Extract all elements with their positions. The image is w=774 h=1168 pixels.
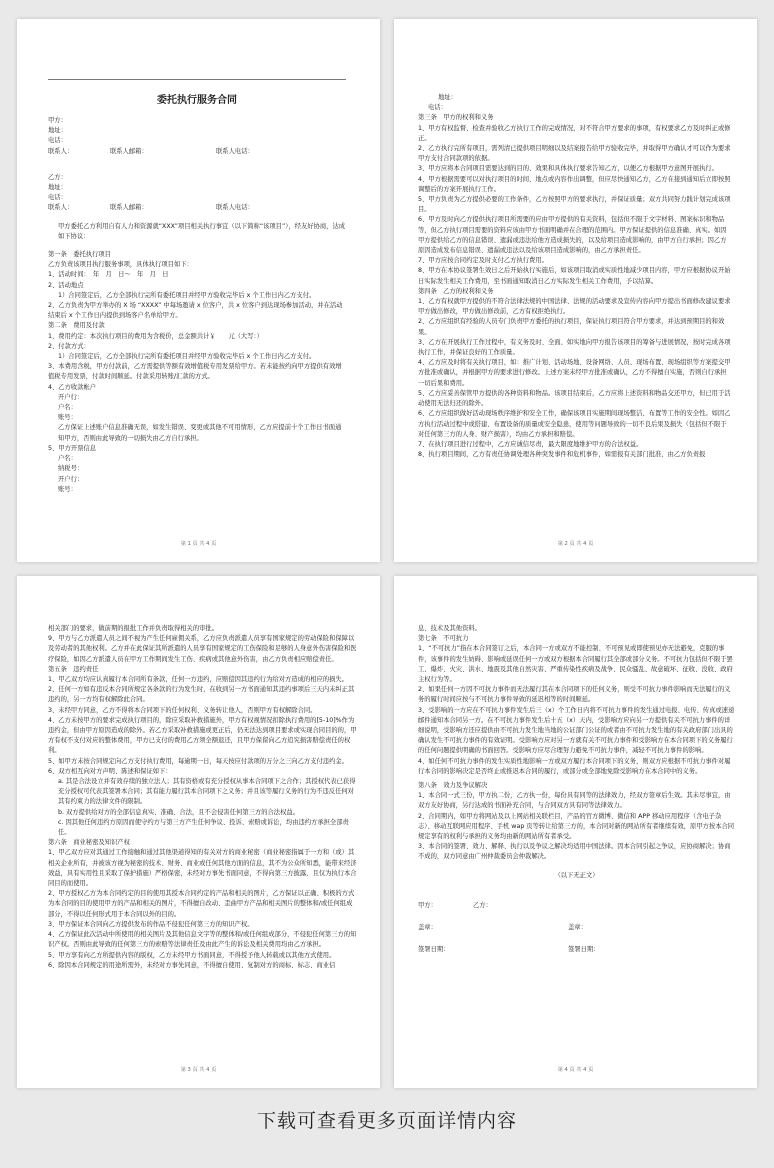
party-b-contact-phone: 联系人电话： [216,204,254,212]
party-b-contact-email: 联系人邮箱： [110,204,148,212]
party-b-phone: 电话： [48,194,67,202]
party-a-contact-row [48,147,346,157]
party-a-name: 甲方： [48,117,67,124]
body-line: b. 双方提供给对方的全部信息真实、准确、合法，且不会侵害任何第三方的合法权益。 [58,808,299,816]
body-line: 2、合同期内，如甲方将网站及以上网站相关联栏目，产品的官方微博、微信和 APP 移动应用程序（含电子杂志）、移动互联网应用程序、手机 wap 页等转让给第三方的，本合同对新的网站所有者继续有效，原甲方按本合同规定享有的权利与承担的义务均由新的网站所有者承受。 [418,812,735,841]
body-line: 乙方负责该项目执行服务事项，具体执行项目如下： [48,261,193,269]
body-line: 4、如任何不可抗力事件的发生实质性地影响一方或双方履行本合同项下的义务，则双方应根据不可抗力事件对履行本合同的影响决定是否终止或推迟本合同的履行，或部分或全部地免除受影响方在本合同中的义务。 [418,757,731,775]
body-line: 2、付款方式： [48,342,90,350]
body-line: 3、本费用含税，甲方付款前，乙方需提供等额有效增值税专用发票给甲方。若未能按约向甲方提供有效增值税专用发票，付款时间顺延。付款采用转账/汇款的方式。 [48,363,342,381]
body-line: 户名： [58,404,77,412]
body-line: 1、甲方有权监督、检查并验收乙方执行工作的完成情况，对不符合甲方要求的事项，有权要求乙方及时纠正或修正。 [418,124,731,142]
body-line: 7、在执行项目进行过程中，乙方应诚信尽责，最大限度地维护甲方的合法权益。 [418,440,643,448]
body-line: 2、乙方执行完所有项目，需列清已提供项目明细以及结案报告给甲方验收完毕，并取得甲方确认才可以作为要求甲方支付合同款项的依据。 [418,145,731,163]
body-line: 5、甲方享有向乙方所提供内容的版权，乙方未经甲方书面同意，不得授予他人转载或以其他方式使用。 [48,951,336,959]
body-line: 4、乙方应及时将有关执行项目，如：推广计划、活动场地、设备网络、人员、现场布置、现场组织等方案提交甲方批准或确认，并根据甲方的要求进行修改。上述方案未经甲方批准或确认，乙方不得擅自实施，否则自行承担一切后果和费用。 [418,359,731,387]
date-party-a: 签署日期： [418,946,450,954]
body-line: 地址： [438,94,457,101]
body-line: 1、甲乙双方均应认真履行本合同所有条款，任何一方违约，应赔偿因其违约行为给对方造成的相应的损失。 [48,676,348,684]
party-b-block [48,173,346,214]
body-line: 4、乙方收款帐户 [48,383,97,391]
body-line: 账号： [58,485,77,493]
body-line: 电话： [428,104,447,112]
page-footer: 第 2 页 共 4 页 [557,541,594,547]
end-of-text-note: （以下无正文） [554,871,599,879]
body-line: 1、“不可抗力”指在本合同签订之后，本合同一方或双方不能控制、不可预见或即使预见亦无法避免，克服的事件，该事件的发生妨碍、影响或延误任何一方或双方根据本合同履行其全部或部分义务。不可抗力包括但不限于罢工、爆炸、火灾、洪水、地震及其他自然灾害、严重传染性疾病及战争、民众骚乱、故意破坏、征收、没收、政府主权行为等。 [418,645,733,684]
signature-row-date [418,945,735,955]
party-b-contact: 联系人： [48,204,74,212]
body-line: 6、甲方及时向乙方提供执行项目所需要的应由甲方提供的有关资料，包括但不限于文字材料、图案标识和物品等，但乙方执行项目需要的资料应该由甲方书面明确并在合理的范围内。甲方保证提供的信息准确、真实。如因甲方提供给乙方的信息错误、遗漏或违法给他方造成损失的，以及给项目造成影响的，由甲方自行承担；因乙方原因造成发布信息错误、遗漏或违法以及给该项目造成影响的，由乙方承担责任。 [418,216,727,255]
body-line: 8、甲方在本协议签署生效日之后开始执行实施后，如该项目取消或实质性地减少项目内容，甲方应根据协议开始日实际发生相关工作费用，至书面通知取消日乙方实际发生相关工作费用，予以结算。 [418,267,731,285]
body-line: 4、甲方根据需要可以对执行项目的时间、地点或内容作出调整，但应尽快通知乙方，乙方在接到通知后立即按照调整后的方案开展执行工作。 [418,175,731,193]
body-line: 相关部门的要求，做前期的报批工作并负责取得相关的审批。 [48,625,219,632]
body-line: 3、本合同的签署、效力、解释、执行以及争议之解决均适用中国法律。因本合同引起之争议，应协商解决；协商不成的，双方同意由广州仲裁委员会仲裁解决。 [418,843,731,861]
party-b-contact-row [48,203,346,213]
signature-row-party [418,901,735,911]
body-line: 5、乙方应妥善保管甲方提供的各种资料和物品。该项目结束后，乙方应将上述资料和物品交还甲方，但已用于活动使用无法归还的除外。 [418,389,731,408]
body-line: 6、乙方应组织做好活动现场秩序维护和安全工作，确保该项目实施期间现场整洁、布置等工作的安全性。如因乙方执行活动过程中或搭建、布置设备的质量或安全隐患，使用等问题导致的一切不良后果及损失（包括但不限于对任何第三方的人身、财产损害），均由乙方承担和赔偿。 [418,410,731,438]
body-line: 3、未经甲方同意，乙方不得将本合同项下的任何权利、义务转让他人，否则甲方有权解除合同。 [48,706,317,714]
section-heading: 第二条 费用及付款 [48,322,105,330]
sign-party-a: 甲方： [418,901,437,909]
section-heading: 第一条 委托执行项目 [48,251,111,259]
body-line: 6、双方相互向对方声明、陈述和保证如下： [48,767,172,775]
signature-row-seal [418,923,735,933]
body-line: 2、任何一方如有违反本合同所规定各条款的行为发生时，在收到另一方书面通知其违约事项后三天内未纠正其违约的，另一方均有权解除此合同。 [48,686,355,704]
section-heading: 第三条 甲方的权利和义务 [418,114,494,122]
party-a-contact-email: 联系人邮箱： [110,147,148,155]
seal-party-a: 盖章： [418,924,437,932]
party-a-block [48,116,346,157]
body-line: c. 因其他任何违约方原因而使守约方与第三方产生任何争议、投诉、索赔或诉讼，均由违约方承担全部责任。 [58,818,349,837]
date-party-b: 签署日期： [568,946,600,954]
page4-body [418,624,735,863]
top-rule [48,79,346,80]
body-line: 3、甲方保证本合同向乙方提供发布的作品不侵犯任何第三方的知识产权。 [48,920,254,928]
body-line: 3、乙方在开展执行工作过程中，有义务及时、全面、如实地向甲方报告该项目的筹备与进展情况，按时完成各项执行工作，并保证良好的工作质量。 [418,338,731,357]
body-line: 账号： [58,414,77,422]
body-line: 3、受影响的一方应在不可抗力事件发生后三（x）个工作日内将不可抗力事件的发生通过电报、电传、传真或速递邮件通知本合同另一方。在不可抗力事件发生后十五（x）天内，受影响方应向另一方提供有关不可抗力事件的详细说明，受影响方还应提供由不可抗力发生地当地的公证部门公证的或者由不可抗力发生地的有关政府部门出具的确认发生不可抗力事件的有效证明。受影响方应对另一方就有关不可抗力事件和受影响方在本合同项下的义务履行的任何问题提供明确的书面回答。受影响方应尽合理努力避免不可抗力事件，减轻不可抗力事件的影响。 [418,706,735,755]
body-line: 1、本合同一式三份，甲方执二份，乙方执一份，每份具有同等的法律效力，经双方签章后生效。其未尽事宜，由双方友好协商，另行达成的书面补充合同，与合同双方具有同等法律效力。 [418,792,731,810]
body-line: 开户行： [58,475,84,483]
body-line: 4、乙方未按甲方的要求完成执行项目的，除应采取补救措施外，甲方有权视情况扣除执行费用的[5-10]%作为违约金，但由甲方原因造成的除外。若乙方采取补救措施或更正后，仍无法达到项目要求或实现合同目的的，甲方有权不支付对应的整体费用，甲方已支付的费用乙方须全额退还，且甲方保留向乙方追究损害赔偿责任的权利。 [48,716,357,755]
document-page-4 [394,576,757,1088]
page2-body [418,93,731,460]
party-a-contact-phone: 联系人电话： [216,147,254,155]
download-caption: 下载可查看更多页面详情内容 [256,1110,517,1132]
document-page-3 [17,576,380,1088]
sign-party-b: 乙方： [473,901,492,909]
body-line: 5、甲方开票信息 [48,444,97,452]
seal-party-b: 盖章： [568,924,587,932]
body-line: 2、乙方应组织有经验的人员专门负责甲方委托的执行项目，保证执行项目符合甲方要求，并达到预期目的和效果。 [418,318,725,336]
body-line: a. 其是合法设立并有效存续的独立法人；其有资格或有充分授权从事本合同项下之合作；其授权代表已获得充分授权可代表其签署本合同；其有能力履行其本合同项下之义务；并且该等履行义务的行为不违反任何对其有约束力的法律文件的限制。 [58,778,356,806]
document-page-2 [394,19,757,562]
body-line: 4、乙方保证此次活动中所使用的相关图片及其他信息文字等的整体和/或任何组成部分，不侵犯任何第三方的知识产权。否则由此导致的任何第三方的索赔等法律责任及由此产生的诉讼及相关费用均由乙方承担。 [48,931,357,949]
body-line: 1、乙方有权就甲方提供的不符合法律法规的中国法律、法规的活动要求及宣传内容向甲方提出书面修改建议要求甲方做出修改，甲方做出修改前，乙方有权拒绝执行。 [418,298,731,316]
body-line: 1）合同签定后，乙方全部执行完所有委托项目并经甲方验收完毕后 x 个工作日内乙方支付。 [58,291,316,299]
body-line: 9、甲方与乙方派遣人员之间不视为产生任何雇佣关系，乙方应负责派遣人员享有国家规定的劳动保险和保障以及劳动者的其他权利。乙方并在此保证其所派遣的人员享有国家规定的工伤保险和足够的人身意外伤害保险和医疗保险，如因乙方派遣人员在甲方工作期间发生工伤、疾病或其他意外伤害，由乙方负责相应赔偿责任。 [48,635,357,663]
body-line: 5、如甲方未按合同规定向乙方支付执行费用，每逾期一日，每天按应付款项的万分之三向乙方支付违约金。 [48,757,348,765]
body-line: 1、活动时间： 年 月 日～ 年 月 日 [48,271,169,279]
body-line: 息、技术及其他资料。 [418,625,481,632]
party-a-phone: 电话： [48,137,67,145]
body-line: 2、乙方负责为甲方举办的 X 场 “XXXX” 中每场邀请 x 位客户，共 x 位客户到达现场参加活动，并在活动结束后 x 个工作日内提供到场客户名单给甲方。 [48,302,343,320]
body-line: 5、甲方负责为乙方提供必要的工作条件，乙方按照甲方的要求执行，并保证质量；双方共同努力践计划完成该项目。 [418,196,731,214]
body-line: 2、甲方授权乙方为本合同约定的目的使用其授本合同约定的产品和相关的图片，乙方保证以正确、积极的方式为本合同的目的使用甲方的产品和相关的图片，不得擅自改动、歪曲甲方产品和相关图片的整体和/或任何组成部分，不得以任何形式用于本合同以外的目的。 [48,890,355,918]
body-line: 7、甲方应按合同约定及时支付乙方执行费用。 [418,257,548,265]
page3-body [48,624,358,971]
body-line: 3、甲方应将本合同项目需要达到的目的、效果和具体执行要求告知乙方，以便乙方根据甲方意图开展执行。 [418,165,718,173]
body-line: 乙方保证上述账户信息准确无误，如发生错误、变更或其他不可用情形，乙方应提前十个工作日书面通知甲方，否则由此导致的一切损失由乙方自行承担。 [58,424,342,442]
page1-body [48,250,346,495]
body-line: 1）合同签定后，乙方全部执行完所有委托项目并经甲方验收完毕后 x 个工作日内乙方支付。 [58,353,316,361]
party-a-contact: 联系人： [48,147,74,155]
party-b-address: 地址： [48,184,67,192]
section-heading: 第五条 违约责任 [48,665,99,673]
page-footer: 第 4 页 共 4 页 [557,1067,594,1073]
body-line: 1、甲乙双方应对其通过工作接触和通过其他渠道得知的有关对方的商业秘密（商业秘密指属于一方和（或）其相关企业所有，并被该方视为秘密的技术、财务、商业或任何其他方面的信息，其不为公众所知悉，能带来经济效益，具有实用性且采取了保护措施）严格保密，未经对方事先书面同意，不得向第三方披露，且仅为执行本合同目的而使用。 [48,849,357,888]
page-footer: 第 3 页 共 4 页 [180,1067,217,1073]
page-footer: 第 1 页 共 4 页 [180,541,217,547]
body-line: 8、执行项目期间，乙方有责任协调处理各种突发事件和危机事件，如需报有关部门批准，由乙方负责报 [418,451,706,459]
section-heading: 第八条 效力及争议解决 [418,782,488,790]
contract-title: 委托执行服务合同 [157,95,237,106]
section-heading: 第六条 商业秘密及知识产权 [48,839,130,847]
body-line: 纳税号： [58,465,84,473]
body-line: 2、活动地点 [48,281,84,289]
body-line: 开户行： [58,393,84,401]
section-heading: 第七条 不可抗力 [418,635,469,643]
body-line: 6、除因本合同规定的用途所需外，未经对方事先同意，不得擅自使用、复制对方的商标、标志、商业信 [48,961,336,969]
party-b-name: 乙方： [48,173,67,181]
section-heading: 第四条 乙方的权利和义务 [418,287,494,295]
party-a-address: 地址： [48,127,67,135]
document-page-1 [17,19,380,562]
intro-paragraph: 甲方委托乙方利用自有人力和资源就“XXX”项目相关执行事宜（以下简称“该项目”），经友好协商，达成如下协议： [58,222,346,240]
body-line: 2、如果任何一方因不可抗力事件而无法履行其在本合同项下的任何义务，则受不可抗力事件影响而无法履行的义务的履行时间应按与不可抗力事件导致的延迟相等的时间顺延。 [418,686,731,704]
body-line: 1、费用约定：本次执行项目的费用为含税价，总金额共计￥ 元（大写：） [48,332,263,340]
body-line: 户名： [58,455,77,463]
